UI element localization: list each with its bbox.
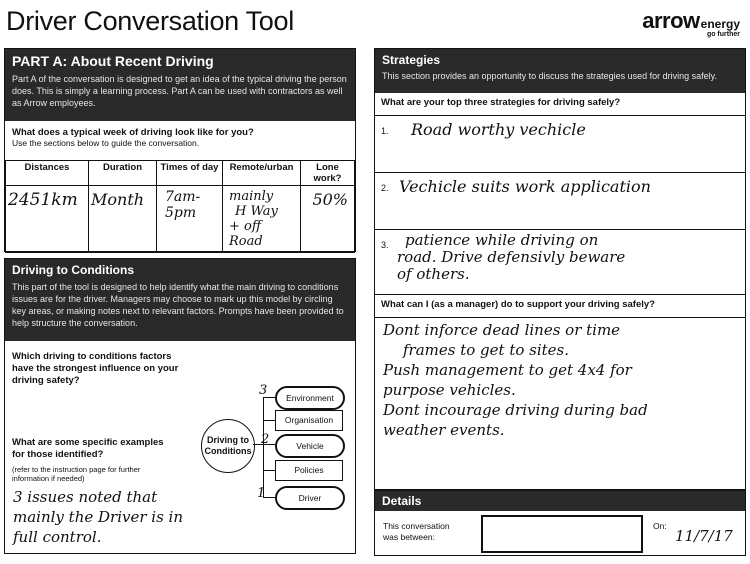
conditions-intro: This part of the tool is designed to help identify what the main driving to conditions issues are for the driver. Managers may choose to mark up this model by circling key areas, or making notes next to relevant factors. Prompts have been provided to help structure the conversation. [12,282,344,328]
between-label-line-2: was between: [383,532,435,542]
col-distances: Distances [6,161,89,186]
strategies-panel [374,48,746,490]
part-a-panel [4,48,356,252]
col-lone: Lone work? [301,161,355,186]
strategy-text-1[interactable]: Road worthy vechicle [411,120,586,139]
participant-names-field[interactable] [481,515,643,553]
strategies-intro: This section provides an opportunity to discuss the strategies used for driving safely. [382,71,718,81]
manager-answer[interactable] [375,318,745,442]
part-a-header [5,49,355,121]
col-times: Times of day [157,161,223,186]
remote-cell[interactable] [223,186,301,253]
strategies-header [375,49,745,93]
strategies-title: Strategies [382,53,441,67]
conditions-title: Driving to Conditions [12,263,134,277]
distance-cell[interactable]: 2451km [6,186,89,253]
details-title: Details [382,494,422,508]
handwritten-mark-2: 2 [261,432,270,447]
strategy-item-1 [375,116,745,173]
arrow-energy-logo [642,8,740,38]
remote-line-3: + off Road [229,219,263,249]
strategy-text-3[interactable] [397,232,625,283]
manager-line-5: Dont incourage driving during bad [383,401,648,419]
connector [263,470,275,471]
logo-tagline: go further [706,31,740,38]
date-value[interactable]: 11/7/17 [675,527,733,545]
remote-line-1: mainly [229,189,274,204]
details-panel [374,490,746,556]
manager-line-6: weather events. [383,421,505,439]
manager-line-1: Dont inforce dead lines or time [383,321,621,339]
between-label-line-1: This conversation [383,521,450,531]
handwritten-mark-1: 1 [257,486,266,501]
driving-table [5,160,355,253]
conditions-answer-line-2: mainly the Driver is in [13,508,184,526]
strategies-question: What are your top three strategies for driving safely? [375,93,745,116]
col-duration: Duration [89,161,157,186]
strategy-item-3 [375,230,745,295]
strategy-3-line-2: road. Drive defensivly beware [397,248,626,266]
remote-line-2: H Way [235,204,278,219]
logo-energy: energy [700,17,740,31]
handwritten-mark-3: 3 [259,383,268,398]
manager-line-3: Push management to get 4x4 for [383,361,632,379]
times-line-2: 5pm [165,205,197,221]
times-line-1: 7am- [165,189,201,205]
conversation-between-label [383,521,450,543]
strategy-num-2: 2. [381,183,389,193]
conditions-answer-line-1: 3 issues noted that [13,488,158,506]
strategy-text-2[interactable]: Vechicle suits work application [399,177,651,196]
duration-cell[interactable]: Month [89,186,157,253]
table-row [6,186,355,253]
strategy-3-line-1: patience while driving on [405,231,599,249]
conditions-question-2-note: (refer to the instruction page for further information if needed) [12,465,141,483]
col-remote: Remote/urban [223,161,301,186]
connector [263,420,275,421]
conditions-answer-line-3: full control. [13,528,102,546]
part-a-instruction: Use the sections below to guide the conversation. [12,138,200,148]
factor-policies[interactable]: Policies [275,460,343,481]
manager-line-4: purpose vehicles. [383,381,516,399]
strategy-item-2 [375,173,745,230]
factor-driver[interactable]: Driver [275,486,345,510]
part-a-title: PART A: About Recent Driving [12,53,214,69]
logo-word: arrow [642,8,700,33]
factor-vehicle[interactable]: Vehicle [275,434,345,458]
conditions-header [5,259,355,341]
table-header-row [6,161,355,186]
driving-to-conditions-center: Driving to Conditions [201,419,255,473]
times-cell[interactable] [157,186,223,253]
lone-cell[interactable]: 50% [301,186,355,253]
conditions-examples-answer[interactable] [13,487,243,547]
details-header [375,491,745,511]
factor-organisation[interactable]: Organisation [275,410,343,431]
strategy-num-1: 1. [381,126,389,136]
strategy-num-3: 3. [381,240,389,250]
strategy-3-line-3: of others. [397,265,470,283]
conditions-question-1: Which driving to conditions factors have the strongest influence on your driving safety? [12,351,179,386]
part-a-intro: Part A of the conversation is designed to get an idea of the typical driving the person does. This is simply a learning process. Part A can be used with contractors as well as Arrow employees. [12,74,347,108]
page-title: Driver Conversation Tool [6,6,294,36]
on-label: On: [653,521,667,531]
manager-line-2: frames to get to sites. [403,341,570,359]
connector [263,397,264,497]
conditions-question-2: What are some specific examples for those identified? [12,437,164,460]
factor-environment[interactable]: Environment [275,386,345,410]
part-a-question: What does a typical week of driving look like for you? [12,127,254,138]
conditions-panel [4,258,356,554]
manager-question: What can I (as a manager) do to support your driving safely? [375,295,745,318]
